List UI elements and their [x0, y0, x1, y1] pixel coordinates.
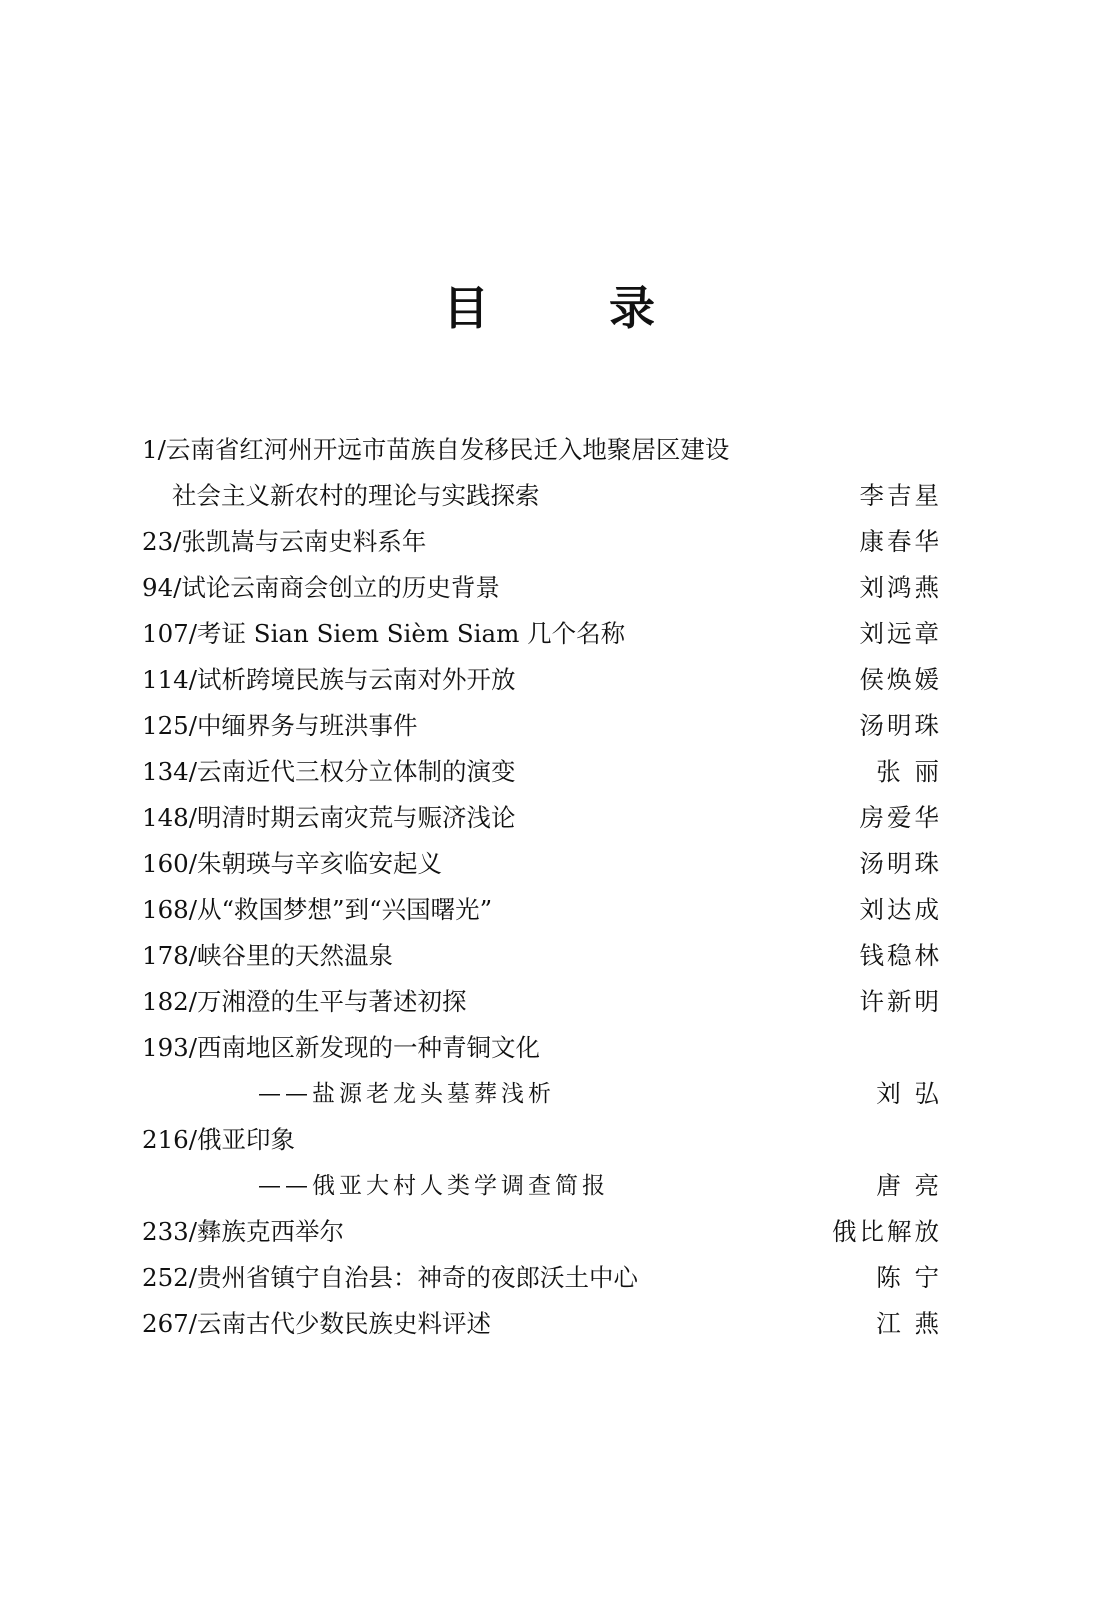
entry-title: 160/朱朝瑛与辛亥临安起义 — [142, 849, 443, 878]
entry-author: 唐 亮 — [876, 1171, 942, 1200]
toc-entry[interactable] — [0, 476, 1098, 516]
entry-author: 刘 弘 — [876, 1079, 942, 1108]
toc-entry[interactable] — [0, 798, 1098, 838]
entry-title: 168/从“救国梦想”到“兴国曙光” — [142, 895, 493, 924]
entry-author: 汤明珠 — [859, 711, 942, 740]
entry-title: 267/云南古代少数民族史料评述 — [142, 1309, 492, 1338]
entry-title: 114/试析跨境民族与云南对外开放 — [142, 665, 516, 694]
entry-title: 252/贵州省镇宁自治县：神奇的夜郎沃土中心 — [142, 1263, 639, 1292]
toc-entry[interactable] — [0, 1166, 1098, 1206]
entry-title: 1/云南省红河州开远市苗族自发移民迁入地聚居区建设 — [142, 435, 730, 464]
entry-author: 康春华 — [859, 527, 942, 556]
toc-entry[interactable] — [0, 1304, 1098, 1344]
toc-entry[interactable] — [0, 936, 1098, 976]
toc-entry[interactable] — [0, 982, 1098, 1022]
entry-author: 侯焕媛 — [859, 665, 942, 694]
entry-author: 李吉星 — [859, 481, 942, 510]
entry-title: 233/彝族克西举尔 — [142, 1217, 345, 1246]
toc-entry[interactable] — [0, 752, 1098, 792]
entry-title: 125/中缅界务与班洪事件 — [142, 711, 418, 740]
entry-author: 汤明珠 — [859, 849, 942, 878]
entry-title: 216/俄亚印象 — [142, 1125, 296, 1154]
entry-title: 193/西南地区新发现的一种青铜文化 — [142, 1033, 541, 1062]
toc-entry[interactable] — [0, 522, 1098, 562]
entry-author: 房爱华 — [859, 803, 942, 832]
entry-title: 社会主义新农村的理论与实践探索 — [172, 481, 540, 510]
toc-entry[interactable] — [0, 568, 1098, 608]
toc-entry[interactable] — [0, 430, 1098, 470]
entry-author: 陈 宁 — [876, 1263, 942, 1292]
entry-author: 刘达成 — [859, 895, 942, 924]
entry-author: 钱稳林 — [859, 941, 942, 970]
toc-entry[interactable] — [0, 890, 1098, 930]
entry-title: 94/试论云南商会创立的历史背景 — [142, 573, 500, 602]
entry-author: 江 燕 — [876, 1309, 942, 1338]
toc-entry[interactable] — [0, 1074, 1098, 1114]
toc-entry[interactable] — [0, 706, 1098, 746]
toc-entry[interactable] — [0, 1258, 1098, 1298]
entry-author: 刘鸿燕 — [859, 573, 942, 602]
toc-entry[interactable] — [0, 844, 1098, 884]
entry-subtitle: ——盐源老龙头墓葬浅析 — [258, 1081, 555, 1107]
entry-title: 148/明清时期云南灾荒与赈济浅论 — [142, 803, 516, 832]
page-title: 目 录 — [442, 281, 707, 335]
toc-entry[interactable] — [0, 660, 1098, 700]
entry-title: 178/峡谷里的天然温泉 — [142, 941, 394, 970]
toc-entry[interactable] — [0, 1028, 1098, 1068]
toc-entry[interactable] — [0, 1120, 1098, 1160]
entry-subtitle: ——俄亚大村人类学调查简报 — [258, 1173, 609, 1199]
entry-author: 刘远章 — [859, 619, 942, 648]
entry-title: 134/云南近代三权分立体制的演变 — [142, 757, 516, 786]
entry-author: 张 丽 — [876, 757, 942, 786]
entry-title: 182/万湘澄的生平与著述初探 — [142, 987, 467, 1016]
toc-entry[interactable] — [0, 1212, 1098, 1252]
entry-title: 23/张凯嵩与云南史料系年 — [142, 527, 427, 556]
entry-title: 107/考证 Sian Siem Sièm Siam 几个名称 — [142, 619, 626, 648]
toc-entry[interactable] — [0, 614, 1098, 654]
entry-author: 许新明 — [859, 987, 942, 1016]
entry-author: 俄比解放 — [832, 1217, 942, 1246]
